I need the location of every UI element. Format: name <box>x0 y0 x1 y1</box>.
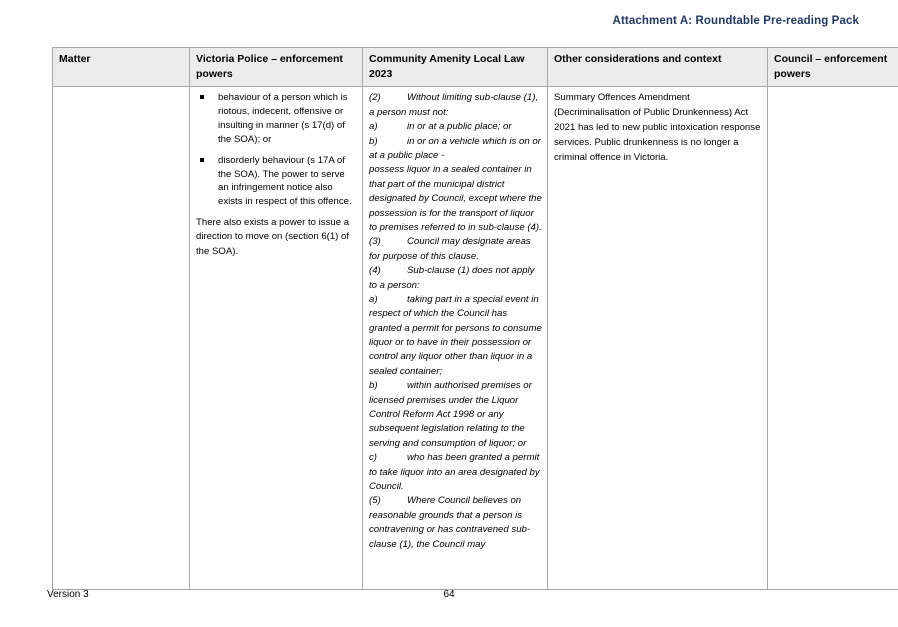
clause-label: a) <box>369 293 378 305</box>
clause <box>369 264 542 293</box>
local-law-clause-list <box>369 91 542 552</box>
clause <box>369 379 542 451</box>
square-bullet-icon <box>200 95 204 99</box>
page-number: 64 <box>443 589 455 600</box>
column-header-other-considerations: Other considerations and context <box>548 48 768 87</box>
cell-council-enforcement-powers <box>768 87 898 590</box>
cell-victoria-police <box>190 87 363 590</box>
clause-text: in or on a vehicle which is on or at a public place - <box>369 135 541 161</box>
clause-label: (2) <box>369 92 381 104</box>
clause-label: (5) <box>369 495 381 507</box>
table-header-row-group <box>53 48 898 87</box>
clause-label: c) <box>369 452 377 464</box>
other-considerations-body <box>554 91 762 165</box>
clause-label: (4) <box>369 265 381 277</box>
column-header-victoria-police: Victoria Police – enforcement powers <box>190 48 363 87</box>
clause-label: a) <box>369 121 378 133</box>
cell-other-considerations <box>548 87 768 590</box>
clause <box>369 494 542 552</box>
cell-community-amenity-local-law <box>363 87 548 590</box>
clause <box>369 235 542 264</box>
square-bullet-icon <box>200 158 204 162</box>
clause-label: (3) <box>369 236 381 248</box>
clause-text: Where Council believes on reasonable grounds that a person is contravening or has contravened sub-clause (1), the Council may <box>369 495 531 550</box>
list-item-text: disorderly behaviour (s 17A of the SOA). The power to serve an infringement notice also exists in respect of this offence. <box>218 154 352 208</box>
table-header-row <box>53 48 898 87</box>
police-closing-paragraph: There also exists a power to issue a direction to move on (section 6(1) of the SOA). <box>196 216 350 257</box>
table-body <box>53 87 898 590</box>
list-item-text: behaviour of a person which is riotous, indecent, offensive or insulting in manner (s 17(d) of the SOA); or <box>218 92 348 145</box>
column-header-council-enforcement-powers: Council – enforcement powers <box>768 48 898 87</box>
clause-text: in or at a public place; or <box>407 121 512 133</box>
column-header-community-amenity-local-law: Community Amenity Local Law 2023 <box>363 48 548 87</box>
clause-text: Council may designate areas for purpose of this clause. <box>369 236 531 262</box>
comparison-table-wrapper <box>52 47 888 590</box>
enforcement-powers-table <box>52 47 898 590</box>
clause <box>369 91 542 120</box>
clause <box>369 163 542 235</box>
page-footer <box>0 589 898 607</box>
police-powers-list <box>196 91 357 209</box>
clause <box>369 451 542 494</box>
clause-label: b) <box>369 380 378 392</box>
clause-text: Without limiting sub-clause (1), a person must not: <box>369 92 539 118</box>
clause <box>369 135 542 164</box>
list-item <box>196 91 357 146</box>
attachment-header: Attachment A: Roundtable Pre-reading Pack <box>612 15 859 27</box>
column-header-matter: Matter <box>53 48 190 87</box>
document-version: Version 3 <box>47 589 89 600</box>
clause-text: within authorised premises or licensed premises under the Liquor Control Reform Act 1998 or any subsequent legislation relating to the serving and consumption of liquor; or <box>369 380 532 449</box>
clause <box>369 293 542 379</box>
clause-text: possess liquor in a sealed container in that part of the municipal district designated by Council, except where the possession is for the transport of liquor to premises referred to in sub-clause (4). <box>369 164 542 233</box>
cell-matter <box>53 87 190 590</box>
list-item <box>196 154 357 209</box>
clause-text: taking part in a special event in respect of which the Council has granted a permit for persons to consume liquor or to have in their possession or control any liquor other than liquor in a sealed container; <box>369 293 542 377</box>
clause <box>369 120 542 134</box>
table-row <box>53 87 898 590</box>
clause-label: b) <box>369 135 378 147</box>
clause-text: Sub-clause (1) does not apply to a person: <box>369 265 535 291</box>
other-considerations-paragraph: Summary Offences Amendment (Decriminalisation of Public Drunkenness) Act 2021 has led to new public intoxication response services. Public drunkenness is no longer a criminal offence in Victoria. <box>554 92 761 163</box>
clause-text: who has been granted a permit to take liquor into an area designated by Council. <box>369 452 540 492</box>
